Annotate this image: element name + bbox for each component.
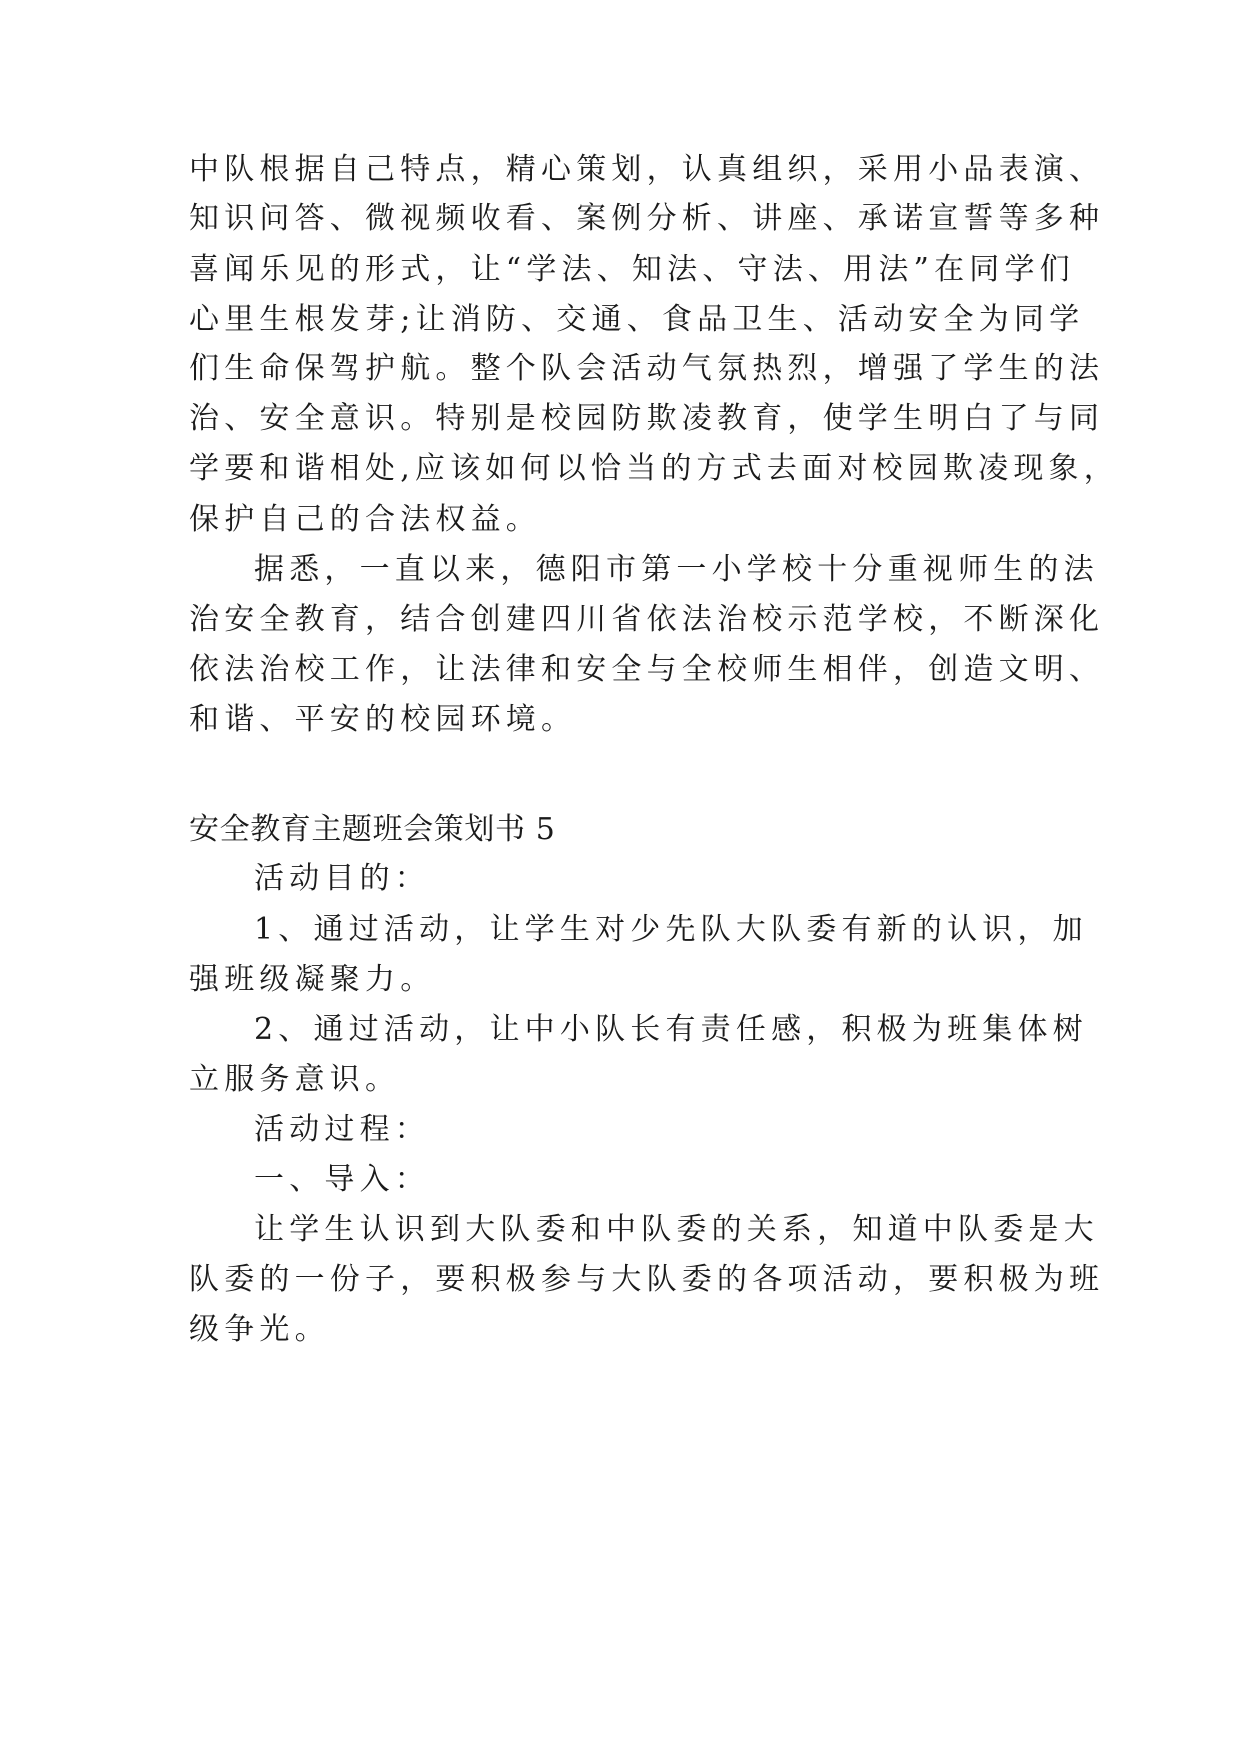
section-heading: 安全教育主题班会策划书 5 <box>189 812 556 847</box>
body-line: 和谐、平安的校园环境。 <box>189 702 577 737</box>
body-line: 立服务意识。 <box>189 1062 401 1097</box>
body-line: 依法治校工作，让法律和安全与全校师生相伴，创造文明、 <box>189 652 1105 687</box>
paragraph-start-line: 让学生认识到大队委和中队委的关系，知道中队委是大 <box>254 1212 1099 1247</box>
body-line: 喜闻乐见的形式，让“学法、知法、守法、用法”在同学们 <box>189 252 1075 287</box>
body-line: 们生命保驾护航。整个队会活动气氛热烈，增强了学生的法 <box>189 351 1105 386</box>
body-line: 心里生根发芽;让消防、交通、食品卫生、活动安全为同学 <box>189 302 1085 337</box>
paragraph-start-line: 活动过程： <box>254 1112 430 1147</box>
body-line: 治、安全意识。特别是校园防欺凌教育，使学生明白了与同 <box>189 401 1105 436</box>
paragraph-start-line: 一、导入： <box>254 1162 430 1197</box>
paragraph-start-line: 1、通过活动，让学生对少先队大队委有新的认识，加 <box>254 912 1088 947</box>
body-line: 强班级凝聚力。 <box>189 962 436 997</box>
body-line: 级争光。 <box>189 1312 330 1347</box>
body-line: 学要和谐相处,应该如何以恰当的方式去面对校园欺凌现象， <box>189 451 1119 486</box>
body-line: 中队根据自己特点，精心策划，认真组织，采用小品表演、 <box>189 152 1105 187</box>
paragraph-start-line: 活动目的： <box>254 861 430 896</box>
body-line: 保护自己的合法权益。 <box>189 502 541 537</box>
paragraph-start-line: 据悉，一直以来，德阳市第一小学校十分重视师生的法 <box>254 552 1099 587</box>
body-line: 队委的一份子，要积极参与大队委的各项活动，要积极为班 <box>189 1262 1105 1297</box>
body-line: 治安全教育，结合创建四川省依法治校示范学校，不断深化 <box>189 602 1105 637</box>
body-line: 知识问答、微视频收看、案例分析、讲座、承诺宣誓等多种 <box>189 201 1105 236</box>
paragraph-start-line: 2、通过活动，让中小队长有责任感，积极为班集体树 <box>254 1012 1088 1047</box>
